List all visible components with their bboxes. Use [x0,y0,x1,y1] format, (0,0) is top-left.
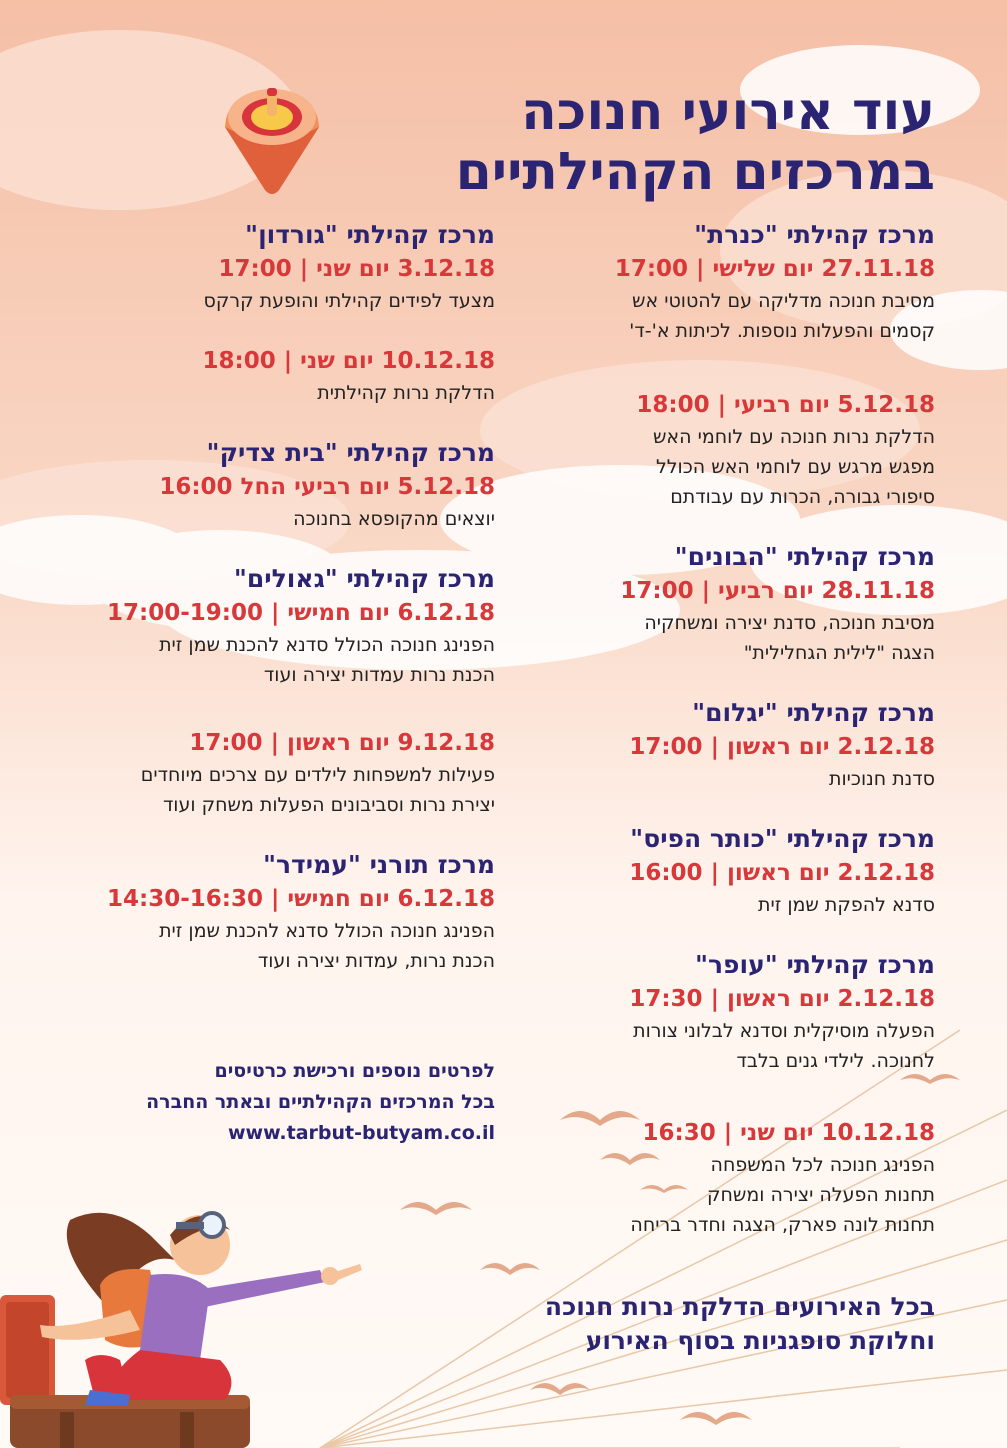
event-block [50,726,495,820]
event-block [515,388,935,512]
event-description: יצירת נרות וסביבונים הפעלות משחק ועוד [162,794,495,816]
center-name: מרכז קהילתי "כותר הפיס" [630,824,935,853]
events-column-left [50,218,495,1004]
event-block [515,822,935,920]
event-date: 10.12.18 יום שני | 16:30 [642,1120,935,1146]
event-date: 2.12.18 יום ראשון | 17:30 [629,986,935,1012]
event-date: 5.12.18 יום רביעי | 18:00 [636,392,935,418]
center-name: מרכז קהילתי "עופר" [694,950,935,979]
event-block [50,848,495,976]
event-block [515,948,935,1076]
event-block [515,696,935,794]
event-block [515,218,935,346]
event-description: מצעד לפידים קהילתי והופעת קרקס [203,290,495,312]
page-title [295,82,935,202]
event-description: יוצאים מהקופסא בחנוכה [293,508,495,530]
title-line: עוד אירועי חנוכה [521,82,935,142]
footer-line: בכל האירועים הדלקת נרות חנוכה [544,1292,935,1321]
dreidel-icon [217,72,327,202]
event-description: לחנוכה. לילדי גנים בלבד [736,1050,935,1072]
event-description: תחנות הפעלה יצירה ומשחק [706,1184,935,1206]
footer-note [415,1290,935,1358]
event-description: תחנות לונה פארק, הצגה וחדר בריחה [630,1214,935,1236]
event-date: 10.12.18 יום שני | 18:00 [202,348,495,374]
event-description: סדנת חנוכיות [829,768,935,790]
center-name: מרכז קהילתי "כנרת" [694,220,935,249]
event-date: 9.12.18 יום ראשון | 17:00 [189,730,495,756]
ticket-info [50,1056,495,1149]
event-description: פעילות למשפחות לילדים עם צרכים מיוחדים [140,764,495,786]
event-date: 6.12.18 יום חמישי | 14:30-16:30 [106,886,495,912]
event-date: 3.12.18 יום שני | 17:00 [218,256,495,282]
event-description: הפעלה מוסיקלית וסדנא לבלוני צורות [633,1020,935,1042]
event-description: הכנת נרות עמדות יצירה ועוד [263,664,495,686]
center-name: מרכז קהילתי "יגלום" [692,698,935,727]
center-name: מרכז קהילתי "גאולים" [233,564,495,593]
event-description: מפגש מרגש עם לוחמי האש הכולל [655,456,935,478]
girl-traveler-illustration [0,1190,380,1448]
event-description: הצגה "לילית הגחלילית" [743,642,935,664]
info-line: לפרטים נוספים ורכישת כרטיסים [214,1060,495,1082]
website-link[interactable]: www.tarbut-butyam.co.il [227,1122,495,1144]
event-description: מסיבת חנוכה, סדנת יצירה ומשחקיה [644,612,935,634]
event-block [515,1116,935,1240]
event-date: 27.11.18 יום שלישי | 17:00 [614,256,935,282]
center-name: מרכז קהילתי "גורדון" [245,220,495,249]
event-description: סיפורי גבורה, הכרות עם עבודתם [670,486,935,508]
event-block [50,562,495,690]
center-name: מרכז קהילתי "הבונים" [674,542,935,571]
event-description: מסיבת חנוכה מדליקה עם להטוטי אש [632,290,935,312]
center-name: מרכז תורני "עמידר" [262,850,495,879]
event-date: 6.12.18 יום חמישי | 17:00-19:00 [106,600,495,626]
event-block [50,344,495,408]
event-description: הפנינג חנוכה הכולל סדנא להכנת שמן זית [159,920,495,942]
event-date: 2.12.18 יום ראשון | 17:00 [629,734,935,760]
event-description: הפנינג חנוכה הכולל סדנא להכנת שמן זית [159,634,495,656]
event-date: 28.11.18 יום רביעי | 17:00 [620,578,935,604]
event-description: הדלקת נרות קהילתית [317,382,495,404]
event-block [50,218,495,316]
event-block [515,540,935,668]
event-block [50,436,495,534]
event-date: 2.12.18 יום ראשון | 16:00 [629,860,935,886]
title-line: במרכזים הקהילתיים [455,142,935,202]
center-name: מרכז קהילתי "בית צדיק" [206,438,495,467]
event-date: 5.12.18 יום רביעי החל 16:00 [159,474,495,500]
footer-line: וחלוקת סופגניות בסוף האירוע [585,1326,935,1355]
event-description: הדלקת נרות חנוכה עם לוחמי האש [652,426,935,448]
event-description: קסמים והפעלות נוספות. לכיתות א'-ד' [629,320,935,342]
event-description: סדנא להפקת שמן זית [757,894,935,916]
event-description: הכנת נרות, עמדות יצירה ועוד [257,950,495,972]
event-description: הפנינג חנוכה לכל המשפחה [710,1154,935,1176]
info-line: בכל המרכזים הקהילתיים ובאתר החברה [146,1091,495,1113]
events-column-right [515,218,935,1268]
